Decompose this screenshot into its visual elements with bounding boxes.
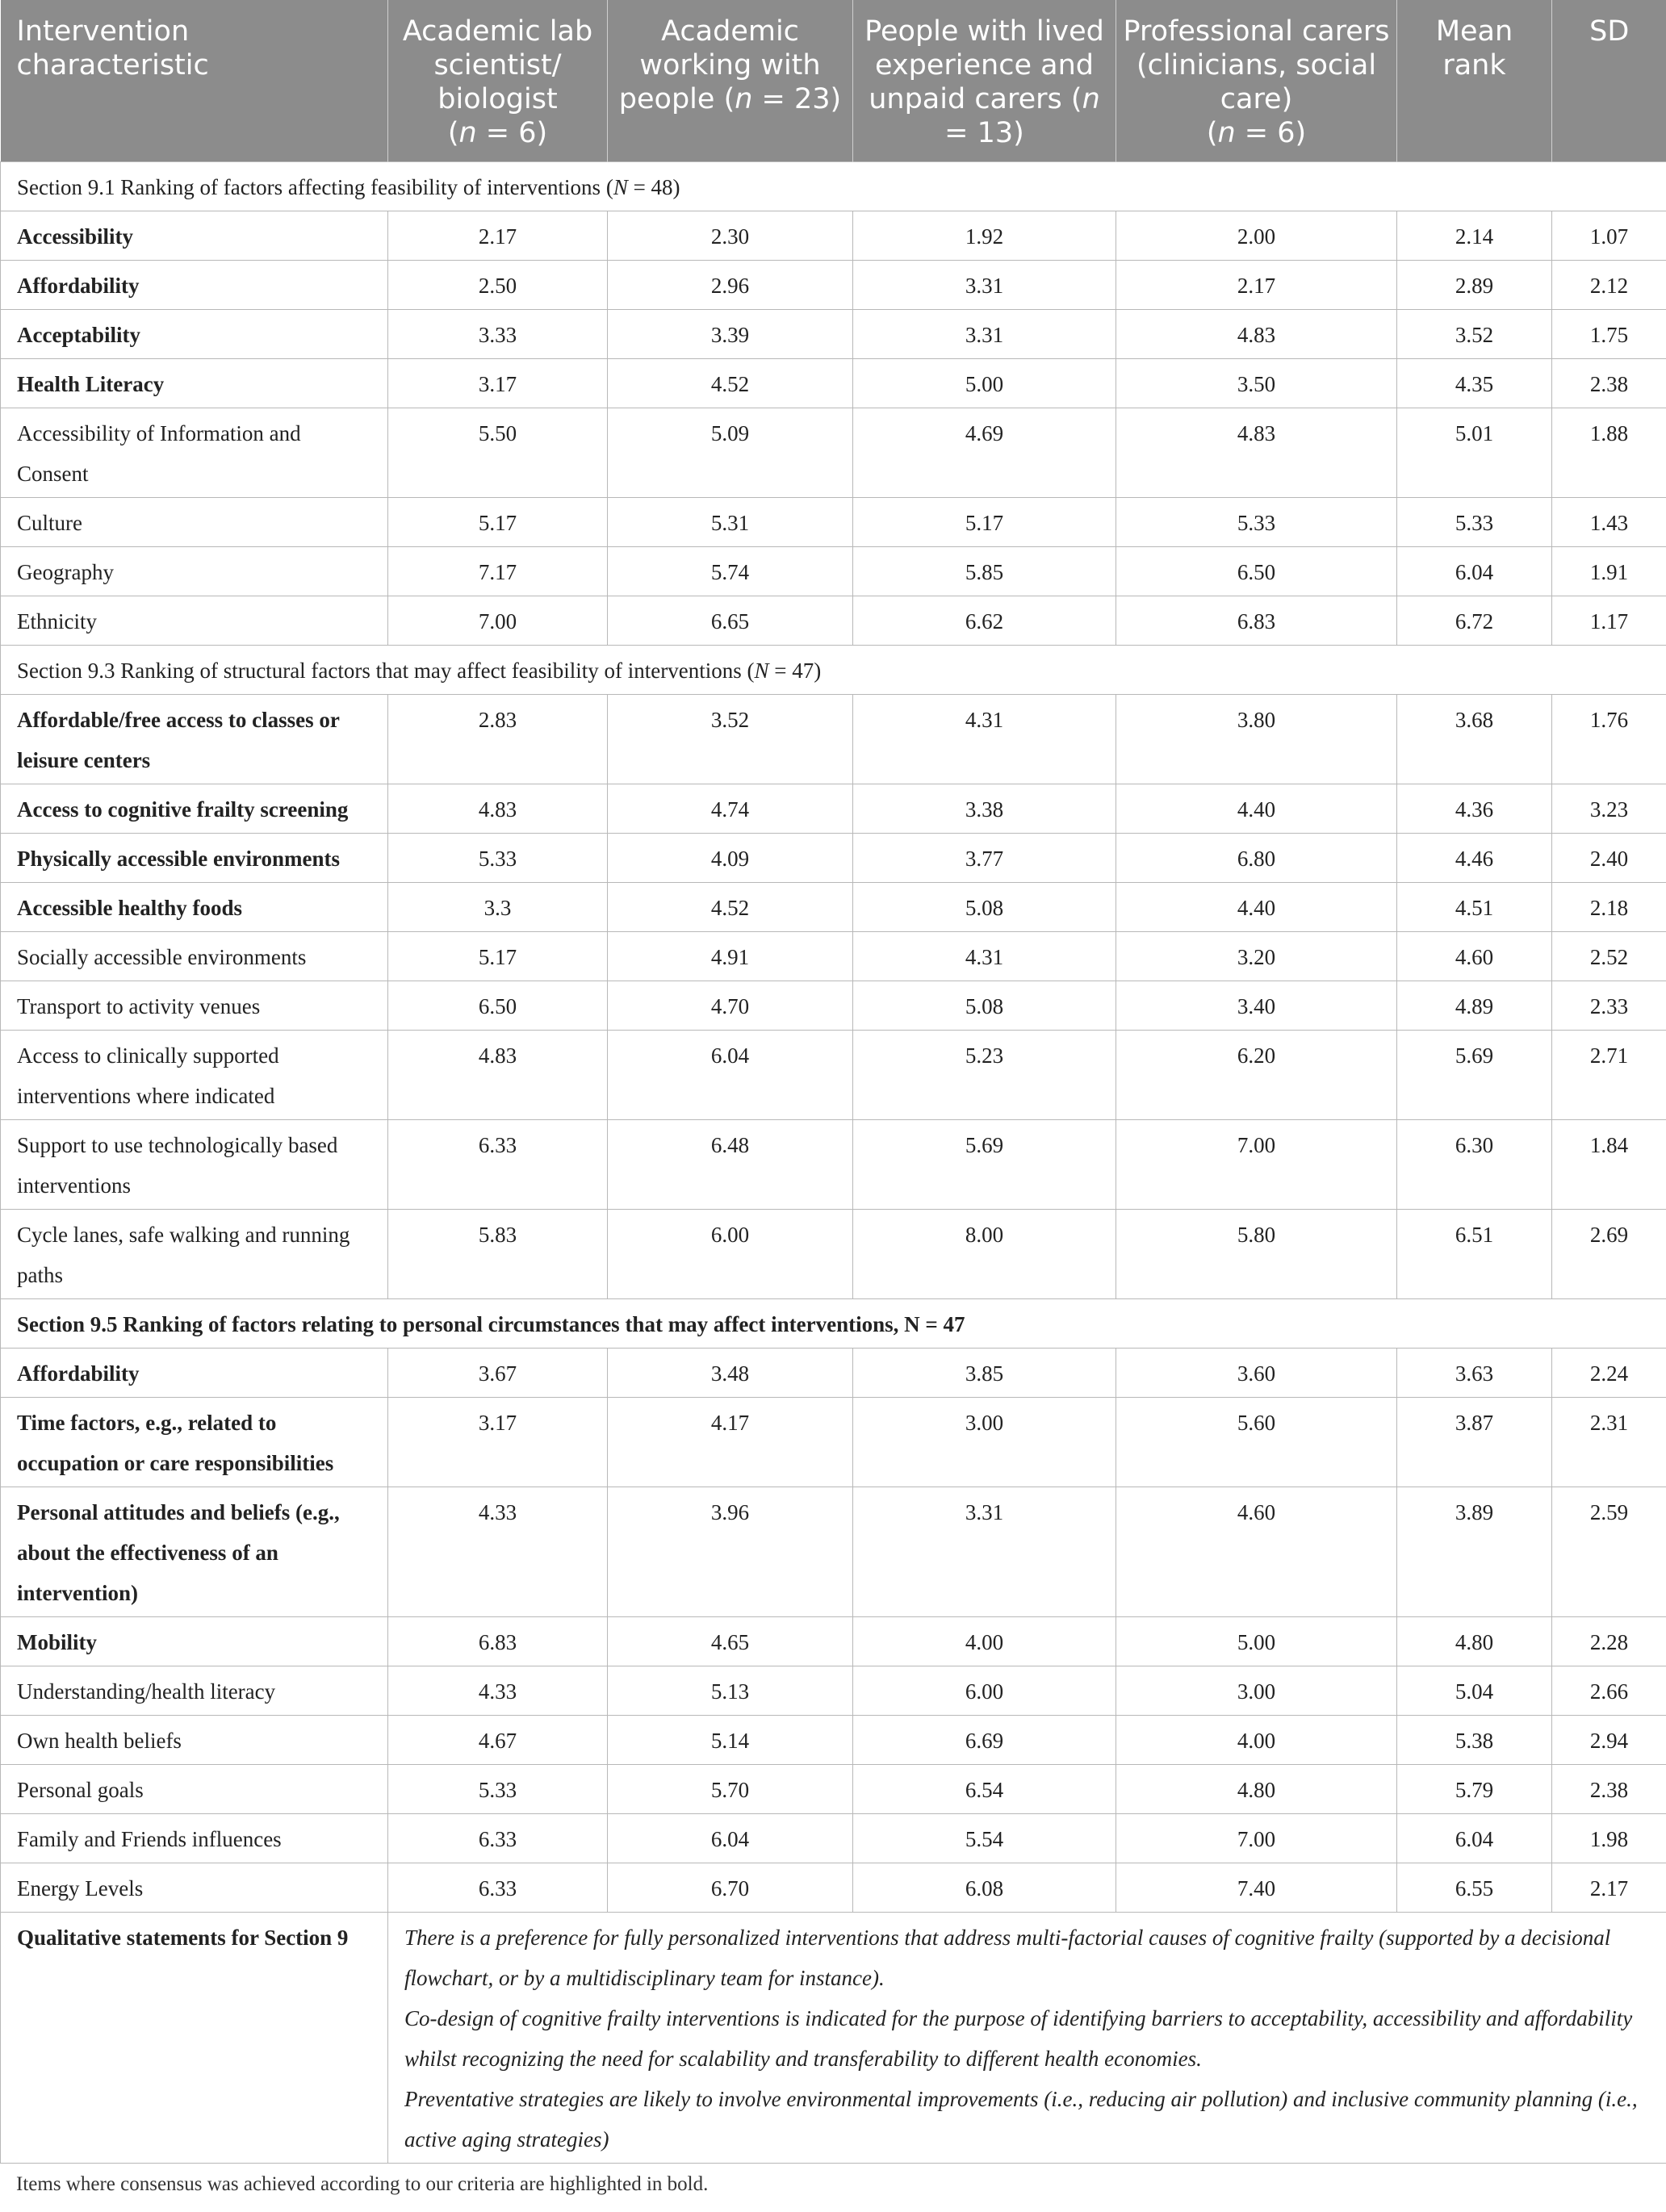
table-cell: 2.89: [1397, 261, 1552, 310]
table-cell: 6.00: [853, 1666, 1116, 1716]
row-label: Access to cognitive frailty screening: [1, 784, 388, 834]
table-cell: 1.88: [1552, 408, 1666, 498]
table-cell: 4.40: [1116, 784, 1397, 834]
table-cell: 4.36: [1397, 784, 1552, 834]
table-cell: 5.00: [1116, 1617, 1397, 1666]
table-cell: 6.62: [853, 596, 1116, 646]
table-cell: 5.69: [1397, 1031, 1552, 1120]
header-sd: SD: [1552, 0, 1666, 162]
table-cell: 1.75: [1552, 310, 1666, 359]
table-cell: 1.17: [1552, 596, 1666, 646]
table-row: [1, 1031, 1666, 1120]
table-cell: 3.77: [853, 834, 1116, 883]
row-label: Culture: [1, 498, 388, 547]
table-cell: 7.00: [388, 596, 608, 646]
table-cell: 2.52: [1552, 932, 1666, 981]
table-cell: 3.67: [388, 1349, 608, 1398]
table-cell: 4.31: [853, 932, 1116, 981]
table-cell: 4.70: [608, 981, 853, 1031]
row-label: Support to use technologically based interventions: [1, 1120, 388, 1210]
table-cell: 4.67: [388, 1716, 608, 1765]
table-cell: 4.65: [608, 1617, 853, 1666]
table-row: [1, 1765, 1666, 1814]
table-cell: 5.31: [608, 498, 853, 547]
table-cell: 1.43: [1552, 498, 1666, 547]
table-cell: 3.31: [853, 1487, 1116, 1617]
table-cell: 6.83: [388, 1617, 608, 1666]
table-cell: 2.30: [608, 211, 853, 261]
qualitative-statement: Co-design of cognitive frailty interventions is indicated for the purpose of identifying barriers to acceptability, accessibility and affordability whilst recognizing the need for scalability and transferability to different health economies.: [404, 2006, 1633, 2071]
table-row: [1, 596, 1666, 646]
row-label: Own health beliefs: [1, 1716, 388, 1765]
table-cell: 7.40: [1116, 1863, 1397, 1913]
row-label: Affordability: [1, 1349, 388, 1398]
table-cell: 5.23: [853, 1031, 1116, 1120]
table-cell: 5.14: [608, 1716, 853, 1765]
table-cell: 3.68: [1397, 695, 1552, 784]
table-cell: 4.00: [853, 1617, 1116, 1666]
table-cell: 6.00: [608, 1210, 853, 1299]
section-header-row: [1, 162, 1666, 211]
table-cell: 6.04: [608, 1031, 853, 1120]
table-cell: 3.80: [1116, 695, 1397, 784]
qualitative-row: [1, 1913, 1666, 2164]
table-cell: 6.69: [853, 1716, 1116, 1765]
row-label: Physically accessible environments: [1, 834, 388, 883]
table-cell: 4.33: [388, 1487, 608, 1617]
table-cell: 5.85: [853, 547, 1116, 596]
table-cell: 5.09: [608, 408, 853, 498]
table-cell: 1.07: [1552, 211, 1666, 261]
table-cell: 6.20: [1116, 1031, 1397, 1120]
header-mean-rank: Mean rank: [1397, 0, 1552, 162]
table-cell: 2.83: [388, 695, 608, 784]
qualitative-statements: [388, 1913, 1666, 2164]
table-row: [1, 1398, 1666, 1487]
table-cell: 7.00: [1116, 1120, 1397, 1210]
table-cell: 3.96: [608, 1487, 853, 1617]
qualitative-label: Qualitative statements for Section 9: [1, 1913, 388, 2164]
table-cell: 2.17: [388, 211, 608, 261]
table-cell: 5.33: [1116, 498, 1397, 547]
table-cell: 3.50: [1116, 359, 1397, 408]
table-cell: 2.31: [1552, 1398, 1666, 1487]
table-cell: 4.00: [1116, 1716, 1397, 1765]
table-cell: 6.80: [1116, 834, 1397, 883]
table-cell: 5.04: [1397, 1666, 1552, 1716]
table-cell: 5.54: [853, 1814, 1116, 1863]
row-label: Accessible healthy foods: [1, 883, 388, 932]
table-cell: 6.04: [1397, 1814, 1552, 1863]
row-label: Personal goals: [1, 1765, 388, 1814]
table-cell: 2.24: [1552, 1349, 1666, 1398]
table-cell: 3.39: [608, 310, 853, 359]
table-cell: 5.08: [853, 883, 1116, 932]
table-cell: 5.74: [608, 547, 853, 596]
row-label: Geography: [1, 547, 388, 596]
table-cell: 6.54: [853, 1765, 1116, 1814]
table-cell: 7.00: [1116, 1814, 1397, 1863]
table-cell: 4.80: [1116, 1765, 1397, 1814]
row-label: Accessibility of Information and Consent: [1, 408, 388, 498]
table-cell: 6.08: [853, 1863, 1116, 1913]
table-cell: 3.89: [1397, 1487, 1552, 1617]
row-label: Ethnicity: [1, 596, 388, 646]
table-cell: 3.52: [608, 695, 853, 784]
table-cell: 1.92: [853, 211, 1116, 261]
table-cell: 1.91: [1552, 547, 1666, 596]
header-academic-people: Academic working with people (n = 23): [608, 0, 853, 162]
section-title: Section 9.5 Ranking of factors relating to personal circumstances that may affect interventions, N = 47: [1, 1299, 1666, 1349]
table-cell: 4.51: [1397, 883, 1552, 932]
table-cell: 1.98: [1552, 1814, 1666, 1863]
section-header-row: [1, 646, 1666, 695]
table-cell: 5.70: [608, 1765, 853, 1814]
table-cell: 3.00: [853, 1398, 1116, 1487]
table-cell: 4.60: [1116, 1487, 1397, 1617]
table-row: [1, 1716, 1666, 1765]
row-label: Access to clinically supported interventions where indicated: [1, 1031, 388, 1120]
table-cell: 6.65: [608, 596, 853, 646]
table-cell: 4.60: [1397, 932, 1552, 981]
qualitative-statement: Preventative strategies are likely to involve environmental improvements (i.e., reducing air pollution) and inclusive community planning (i.e., active aging strategies): [404, 2087, 1638, 2151]
row-label: Understanding/health literacy: [1, 1666, 388, 1716]
table-cell: 5.38: [1397, 1716, 1552, 1765]
table-cell: 4.91: [608, 932, 853, 981]
table-body: [1, 162, 1666, 2164]
table-cell: 3.31: [853, 310, 1116, 359]
table-cell: 4.31: [853, 695, 1116, 784]
table-cell: 2.94: [1552, 1716, 1666, 1765]
table-cell: 6.33: [388, 1814, 608, 1863]
table-cell: 4.83: [388, 784, 608, 834]
table-row: [1, 784, 1666, 834]
table-cell: 5.13: [608, 1666, 853, 1716]
table-cell: 5.79: [1397, 1765, 1552, 1814]
table-row: [1, 695, 1666, 784]
header-lab-scientist: Academic lab scientist/ biologist (n = 6): [388, 0, 608, 162]
table-cell: 4.46: [1397, 834, 1552, 883]
table-cell: 3.23: [1552, 784, 1666, 834]
table-cell: 5.80: [1116, 1210, 1397, 1299]
section-title: Section 9.3 Ranking of structural factors that may affect feasibility of interventions (N = 47): [1, 646, 1666, 695]
table-cell: 4.83: [1116, 310, 1397, 359]
row-label: Acceptability: [1, 310, 388, 359]
table-cell: 3.48: [608, 1349, 853, 1398]
table-cell: 4.35: [1397, 359, 1552, 408]
table-cell: 2.50: [388, 261, 608, 310]
table-cell: 2.38: [1552, 359, 1666, 408]
table-row: [1, 211, 1666, 261]
table-cell: 8.00: [853, 1210, 1116, 1299]
table-cell: 5.69: [853, 1120, 1116, 1210]
table-cell: 3.3: [388, 883, 608, 932]
table-cell: 2.17: [1116, 261, 1397, 310]
row-label: Affordability: [1, 261, 388, 310]
table-cell: 2.17: [1552, 1863, 1666, 1913]
table-cell: 6.04: [1397, 547, 1552, 596]
table-row: [1, 261, 1666, 310]
table-cell: 5.33: [388, 834, 608, 883]
table-row: [1, 359, 1666, 408]
table-row: [1, 1349, 1666, 1398]
table-cell: 6.55: [1397, 1863, 1552, 1913]
table-cell: 4.74: [608, 784, 853, 834]
table-cell: 6.50: [1116, 547, 1397, 596]
table-cell: 2.66: [1552, 1666, 1666, 1716]
table-cell: 6.33: [388, 1863, 608, 1913]
row-label: Time factors, e.g., related to occupation or care responsibilities: [1, 1398, 388, 1487]
table-cell: 4.52: [608, 359, 853, 408]
table-cell: 2.18: [1552, 883, 1666, 932]
table-cell: 3.40: [1116, 981, 1397, 1031]
table-cell: 3.87: [1397, 1398, 1552, 1487]
table-cell: 5.08: [853, 981, 1116, 1031]
table-cell: 4.83: [388, 1031, 608, 1120]
table-cell: 5.50: [388, 408, 608, 498]
table-cell: 3.00: [1116, 1666, 1397, 1716]
table-cell: 2.14: [1397, 211, 1552, 261]
header-professional-carers: Professional carers (clinicians, social care) (n = 6): [1116, 0, 1397, 162]
table-cell: 2.12: [1552, 261, 1666, 310]
table-cell: 4.40: [1116, 883, 1397, 932]
table-cell: 7.17: [388, 547, 608, 596]
table-cell: 3.17: [388, 359, 608, 408]
table-cell: 5.83: [388, 1210, 608, 1299]
table-cell: 1.84: [1552, 1120, 1666, 1210]
table-cell: 2.96: [608, 261, 853, 310]
table-cell: 6.33: [388, 1120, 608, 1210]
table-cell: 3.20: [1116, 932, 1397, 981]
table-cell: 3.60: [1116, 1349, 1397, 1398]
table-cell: 4.80: [1397, 1617, 1552, 1666]
table-cell: 5.00: [853, 359, 1116, 408]
row-label: Affordable/free access to classes or leisure centers: [1, 695, 388, 784]
row-label: Cycle lanes, safe walking and running paths: [1, 1210, 388, 1299]
table-cell: 5.60: [1116, 1398, 1397, 1487]
table-cell: 3.63: [1397, 1349, 1552, 1398]
row-label: Socially accessible environments: [1, 932, 388, 981]
table-cell: 2.33: [1552, 981, 1666, 1031]
table-cell: 6.83: [1116, 596, 1397, 646]
table-cell: 6.70: [608, 1863, 853, 1913]
table-cell: 6.51: [1397, 1210, 1552, 1299]
table-cell: 3.38: [853, 784, 1116, 834]
row-label: Family and Friends influences: [1, 1814, 388, 1863]
table-cell: 6.72: [1397, 596, 1552, 646]
table-cell: 3.52: [1397, 310, 1552, 359]
section-title: Section 9.1 Ranking of factors affecting feasibility of interventions (N = 48): [1, 162, 1666, 211]
table-row: [1, 1863, 1666, 1913]
table-cell: 2.59: [1552, 1487, 1666, 1617]
table-cell: 6.30: [1397, 1120, 1552, 1210]
table-cell: 4.52: [608, 883, 853, 932]
qualitative-statement: There is a preference for fully personalized interventions that address multi-factorial causes of cognitive frailty (supported by a decisional flowchart, or by a multidisciplinary team for instance).: [404, 1926, 1611, 1990]
table-cell: 2.40: [1552, 834, 1666, 883]
table-cell: 6.50: [388, 981, 608, 1031]
header-intervention-characteristic: Intervention characteristic: [1, 0, 388, 162]
table-cell: 1.76: [1552, 695, 1666, 784]
footnote: Items where consensus was achieved according to our criteria are highlighted in bold.: [16, 2173, 709, 2195]
table-cell: 5.17: [388, 498, 608, 547]
table-row: [1, 834, 1666, 883]
table-cell: 5.33: [1397, 498, 1552, 547]
table-cell: 2.38: [1552, 1765, 1666, 1814]
table-cell: 5.17: [388, 932, 608, 981]
table-cell: 5.17: [853, 498, 1116, 547]
table-row: [1, 1210, 1666, 1299]
table-cell: 6.04: [608, 1814, 853, 1863]
table-cell: 3.17: [388, 1398, 608, 1487]
row-label: Mobility: [1, 1617, 388, 1666]
table-row: [1, 1666, 1666, 1716]
table-cell: 2.00: [1116, 211, 1397, 261]
table-row: [1, 981, 1666, 1031]
table-row: [1, 310, 1666, 359]
table-row: [1, 1120, 1666, 1210]
table-row: [1, 547, 1666, 596]
table-cell: 4.33: [388, 1666, 608, 1716]
table-cell: 4.69: [853, 408, 1116, 498]
table-cell: 5.33: [388, 1765, 608, 1814]
table-cell: 4.89: [1397, 981, 1552, 1031]
table-cell: 6.48: [608, 1120, 853, 1210]
row-label: Health Literacy: [1, 359, 388, 408]
row-label: Energy Levels: [1, 1863, 388, 1913]
table-cell: 2.69: [1552, 1210, 1666, 1299]
table-cell: 5.01: [1397, 408, 1552, 498]
table-row: [1, 1617, 1666, 1666]
row-label: Personal attitudes and beliefs (e.g., about the effectiveness of an intervention): [1, 1487, 388, 1617]
table-row: [1, 498, 1666, 547]
table-cell: 4.83: [1116, 408, 1397, 498]
header-lived-experience: People with lived experience and unpaid carers (n = 13): [853, 0, 1116, 162]
table-cell: 3.31: [853, 261, 1116, 310]
section-header-row: [1, 1299, 1666, 1349]
table-row: [1, 883, 1666, 932]
table-row: [1, 408, 1666, 498]
table-row: [1, 1487, 1666, 1617]
table-cell: 3.85: [853, 1349, 1116, 1398]
row-label: Accessibility: [1, 211, 388, 261]
row-label: Transport to activity venues: [1, 981, 388, 1031]
table-cell: 4.09: [608, 834, 853, 883]
table-cell: 2.71: [1552, 1031, 1666, 1120]
header-row: [1, 0, 1666, 162]
table-row: [1, 932, 1666, 981]
table-row: [1, 1814, 1666, 1863]
table-cell: 4.17: [608, 1398, 853, 1487]
table-cell: 3.33: [388, 310, 608, 359]
table-cell: 2.28: [1552, 1617, 1666, 1666]
